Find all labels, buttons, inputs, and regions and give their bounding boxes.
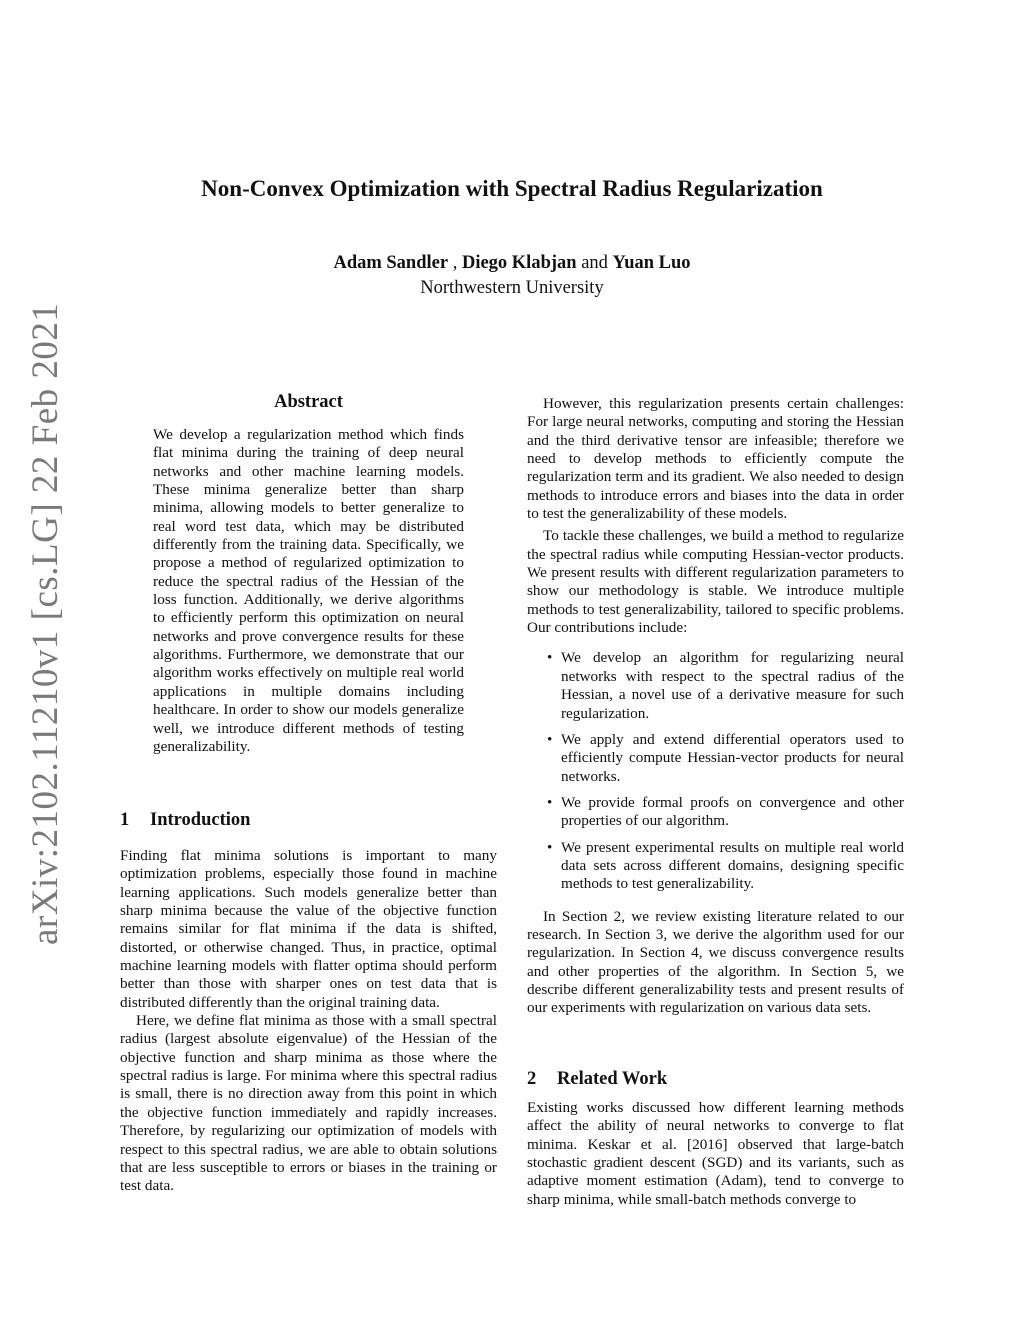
bullet-icon: • (547, 838, 553, 856)
introduction-section (120, 808, 497, 1196)
bullet-icon: • (547, 649, 553, 667)
section-number: 1 (120, 810, 130, 830)
abstract-heading: Abstract (274, 392, 343, 412)
list-item-text: We provide formal proofs on convergence and other properties of our algorithm. (561, 793, 904, 830)
author-separator: and (576, 253, 613, 273)
section-number: 2 (527, 1069, 537, 1089)
list-item-text: We present experimental results on multiple real world data sets across different domains, designing specific methods to test generalizability. (561, 838, 904, 893)
paragraph: To tackle these challenges, we build a method to regularize the spectral radius while computing Hessian-vector products. We present results with different regularization parameters to show our methodology is stable. We introduce multiple methods to test generalizability, tailored to specific problems. Our contributions include: (527, 527, 904, 637)
list-item (527, 649, 904, 722)
section-heading-introduction (120, 808, 497, 832)
bullet-icon: • (547, 730, 553, 748)
author-list (0, 251, 1024, 275)
section-title: Related Work (557, 1069, 668, 1089)
paragraph: In Section 2, we review existing literature related to our research. In Section 3, we derive the algorithm used for our regularization. In Section 4, we discuss convergence results and other properties of the algorithm. In Section 5, we describe different generalizability tests and present results of our experiments with regularization on various data sets. (527, 907, 904, 1017)
paragraph: Existing works discussed how different learning methods affect the ability of neural networks to converge to flat minima. Keskar et al. [2016] observed that large-batch stochastic gradient descent (SGD) and its variants, such as adaptive moment estimation (Adam), tend to converge to sharp minima, while small-batch methods converge to (527, 1099, 904, 1208)
list-item (527, 839, 904, 894)
list-item-text: We apply and extend differential operators used to efficiently compute Hessian-vector products for neural networks. (561, 730, 904, 785)
list-item-text: We develop an algorithm for regularizing neural networks with respect to the spectral radius of the Hessian, a novel use of a derivative measure for such regularization. (561, 649, 904, 722)
section-heading-related-work (527, 1067, 904, 1091)
paper-title: Non-Convex Optimization with Spectral Radius Regularization (201, 176, 823, 201)
paragraph: Here, we define flat minima as those with a small spectral radius (largest absolute eigenvalue) of the Hessian of the objective function and sharp minima as those where the spectral radius is large. For minima where this spectral radius is small, there is no direction away from this point in which the objective function immediately and rapidly increases. Therefore, by regularizing our optimization of models with respect to this spectral radius, we are able to obtain solutions that are less susceptible to errors or biases in the training or test data. (120, 1012, 497, 1195)
section-title: Introduction (150, 810, 251, 830)
list-item (527, 794, 904, 831)
author-name: Adam Sandler (333, 253, 449, 273)
arxiv-identifier-stamp: arXiv:2102.11210v1 [cs.LG] 22 Feb 2021 (25, 302, 66, 945)
list-item (527, 731, 904, 786)
paragraph: However, this regularization presents certain challenges: For large neural networks, computing and storing the Hessian and the third derivative tensor are infeasible; therefore we need to develop methods to efficiently compute the regularization term and its gradient. We also needed to design methods to introduce errors and biases into the data in order to test the generalizability of these models. (527, 395, 904, 523)
bullet-icon: • (547, 793, 553, 811)
author-separator: , (448, 253, 462, 273)
right-column (527, 395, 904, 1018)
paragraph: Finding flat minima solutions is important to many optimization problems, especially those found in machine learning applications. Such models generalize better than sharp minima because the value of the objective function remains similar for flat minima if the data is shifted, distorted, or otherwise changed. Thus, in practice, optimal machine learning models with flatter optima should perform better than those with sharper ones on test data that is distributed differently than the original training data. (120, 847, 497, 1011)
contributions-list (527, 649, 904, 893)
author-name: Diego Klabjan (461, 253, 577, 273)
related-work-section (527, 1067, 904, 1209)
author-name: Yuan Luo (612, 253, 691, 273)
affiliation: Northwestern University (420, 278, 604, 298)
abstract-body: We develop a regularization method which finds flat minima during the training of deep neural networks and other machine learning models. These minima generalize better than sharp minima, allowing models to better generalize to real word test data, which may be distributed differently from the training data. Specifically, we propose a method of regularized optimization to reduce the spectral radius of the Hessian of the loss function. Additionally, we derive algorithms to efficiently perform this optimization on neural networks and prove convergence results for these algorithms. Furthermore, we demonstrate that our algorithm works effectively on multiple real world applications in multiple domains including healthcare. In order to show our models generalize well, we introduce different methods of testing generalizability. (153, 426, 464, 755)
